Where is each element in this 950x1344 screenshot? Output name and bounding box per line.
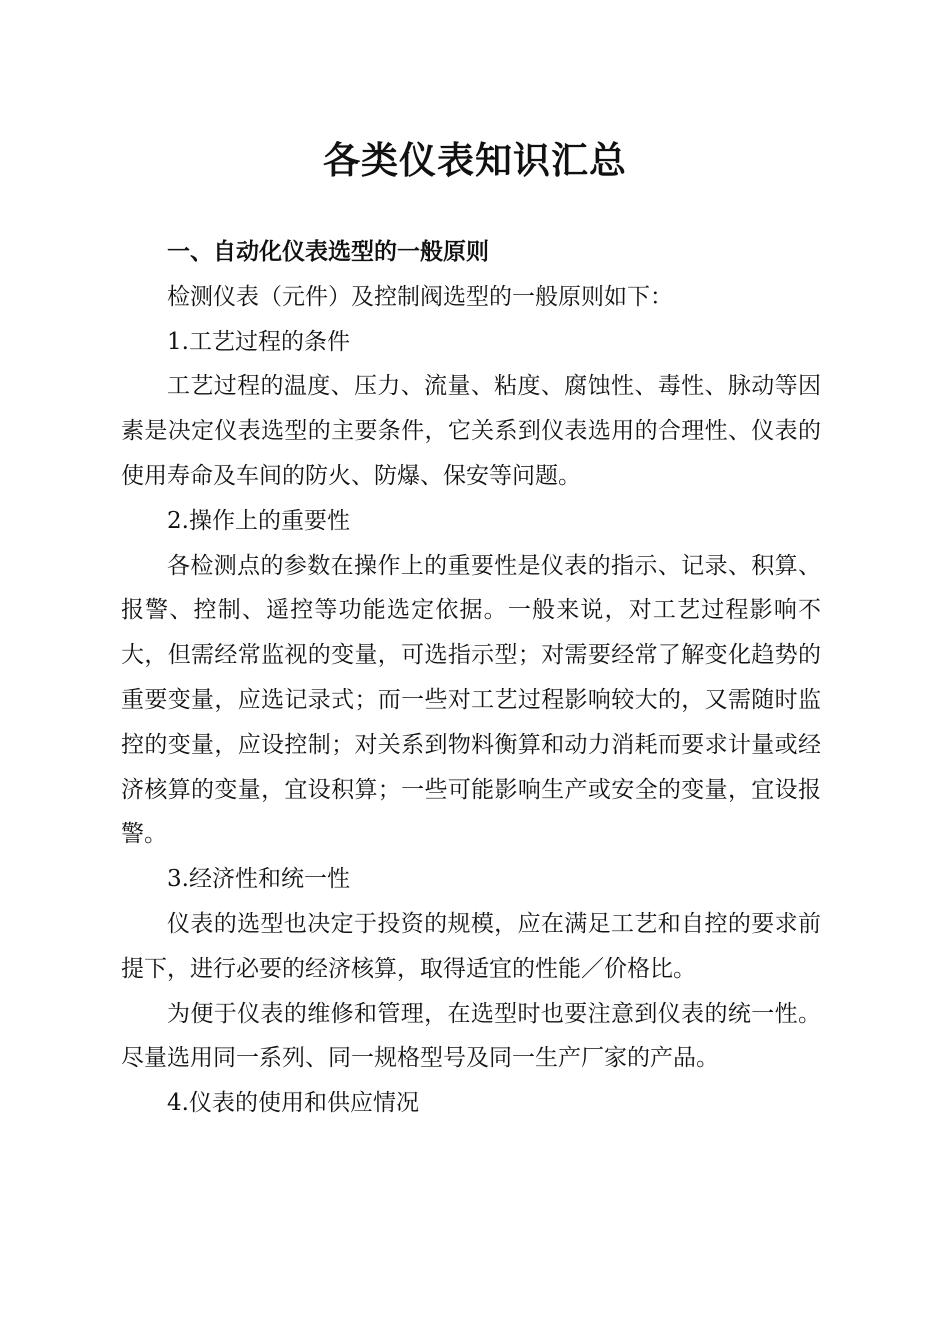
item-heading-1: 1.工艺过程的条件 [167,328,350,355]
item-paragraph-1: 工艺过程的温度、压力、流量、粘度、腐蚀性、毒性、脉动等因素是决定仪表选型的主要条件，它关系到仪表选用的合理性、仪表的使用寿命及车间的防火、防爆、保安等问题。 [121,373,821,489]
document-title: 各类仪表知识汇总 [323,138,627,182]
item-heading-2: 2.操作上的重要性 [167,507,350,534]
item-paragraph-2: 各检测点的参数在操作上的重要性是仪表的指示、记录、积算、报警、控制、遥控等功能选定依据。一般来说，对工艺过程影响不大，但需经常监视的变量，可选指示型；对需要经常了解变化趋势的重要变量，应选记录式；而一些对工艺过程影响较大的，又需随时监控的变量，应设控制；对关系到物料衡算和动力消耗而要求计量或经济核算的变量，宜设积算；一些可能影响生产或安全的变量，宜设报警。 [121,552,821,848]
section-heading: 一、自动化仪表选型的一般原则 [167,239,489,265]
item-paragraph-3b: 为便于仪表的维修和管理，在选型时也要注意到仪表的统一性。尽量选用同一系列、同一规格型号及同一生产厂家的产品。 [121,1000,821,1072]
intro-paragraph: 检测仪表（元件）及控制阀选型的一般原则如下： [167,283,673,310]
item-paragraph-3a: 仪表的选型也决定于投资的规模，应在满足工艺和自控的要求前提下，进行必要的经济核算，取得适宜的性能／价格比。 [121,910,821,982]
document-body [121,230,821,1126]
item-heading-3: 3.经济性和统一性 [167,866,350,893]
item-heading-4: 4.仪表的使用和供应情况 [167,1090,419,1117]
